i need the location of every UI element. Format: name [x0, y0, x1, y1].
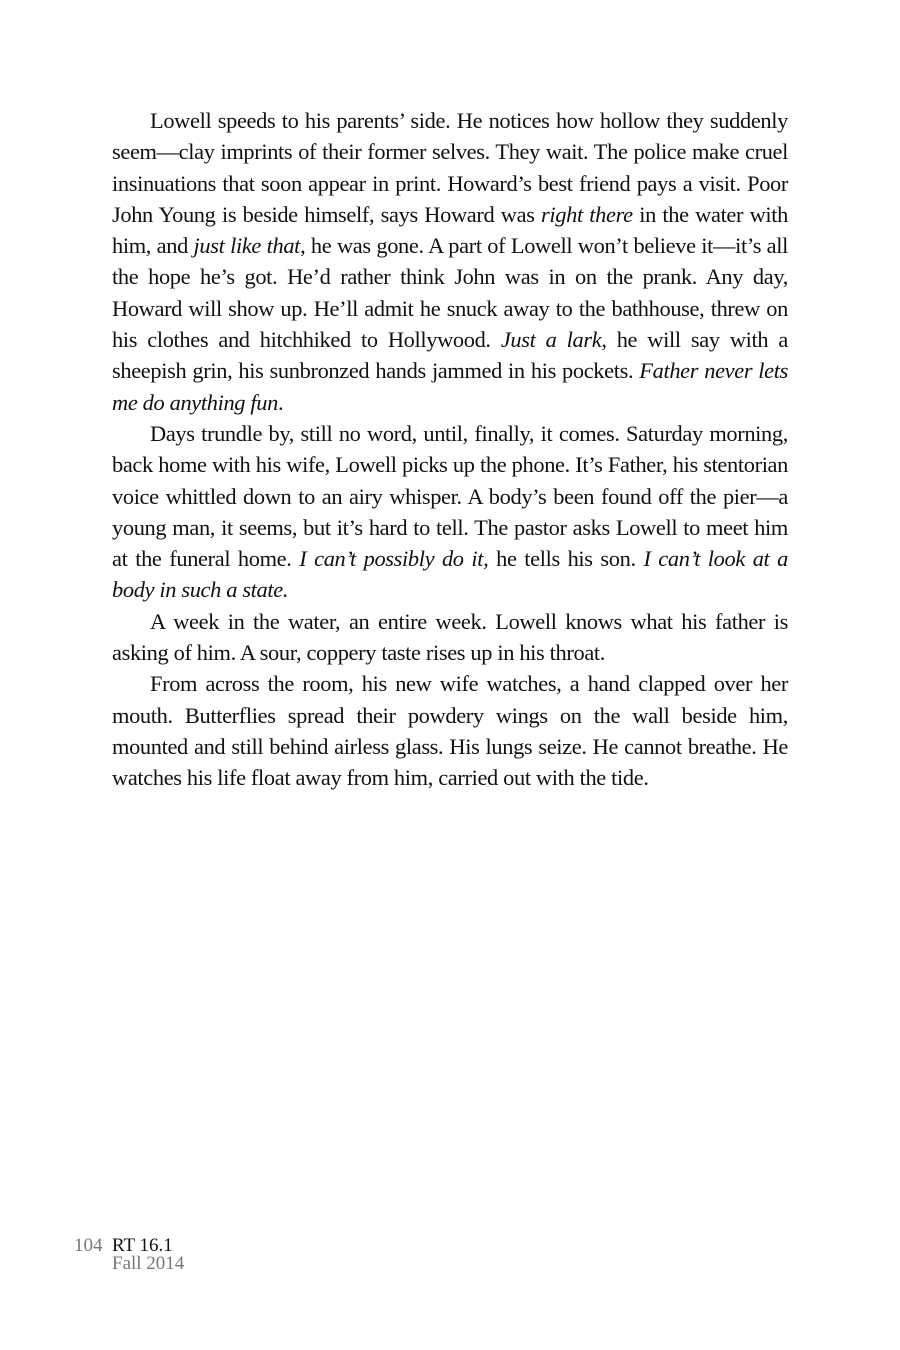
journal-issue: RT 16.1: [112, 1235, 173, 1256]
text-run: Days trundle by, still no word, until, finally, it comes. Saturday morning, back home with his wife, Lowell picks up the phone. It’s Father, his stentorian voice whittled down to an airy whisper. A body’s been found off the pier—a young man, it seems, but it’s hard to tell. The pastor asks Lowell to meet him at the funeral home.: [112, 420, 788, 572]
text-run: he tells his son.: [488, 546, 644, 572]
page-body: [112, 105, 788, 794]
text-run: A week in the water, an entire week. Lowell knows what his father is asking of him. A sour, coppery taste rises up in his throat.: [112, 608, 788, 666]
italic-text-run: I can’t look at a body in such a state.: [112, 546, 788, 603]
text-run: From across the room, his new wife watches, a hand clapped over her mouth. Butterflies spread their powdery wings on the wall beside him, mounted and still behind airless glass. His lungs seize. He cannot breathe. He watches his life float away from him, carried out with the tide.: [112, 671, 788, 791]
italic-text-run: Just a lark: [500, 327, 602, 353]
text-run: .: [277, 389, 284, 415]
paragraph: [112, 668, 788, 793]
text-run: in the water with him, and: [112, 201, 789, 259]
italic-text-run: I can’t possibly do it,: [299, 546, 489, 572]
journal-season: Fall 2014: [112, 1253, 185, 1274]
italic-text-run: just like that: [193, 233, 301, 259]
italic-text-run: right there: [541, 201, 633, 227]
italic-text-run: Father never lets me do anything fun: [112, 358, 788, 415]
text-run: , he was gone. A part of Lowell won’t believe it—it’s all the hope he’s got. He’d rather think John was in on the prank. Any day, Howard will show up. He’ll admit he snuck away to the bathhouse, threw on his clothes and hitchhiked to Hollywood.: [112, 233, 788, 353]
text-run: Lowell speeds to his parents’ side. He notices how hollow they suddenly seem—clay imprints of their former selves. They wait. The police make cruel insinuations that soon appear in print. Howard’s best friend pays a visit. Poor John Young is beside himself, says Howard was: [112, 108, 788, 227]
text-run: , he will say with a sheepish grin, his sunbronzed hands jammed in his pockets.: [112, 327, 788, 384]
paragraph: [112, 606, 788, 669]
page-number: 104: [74, 1235, 103, 1256]
paragraph: [112, 418, 788, 606]
paragraph: [112, 105, 788, 418]
